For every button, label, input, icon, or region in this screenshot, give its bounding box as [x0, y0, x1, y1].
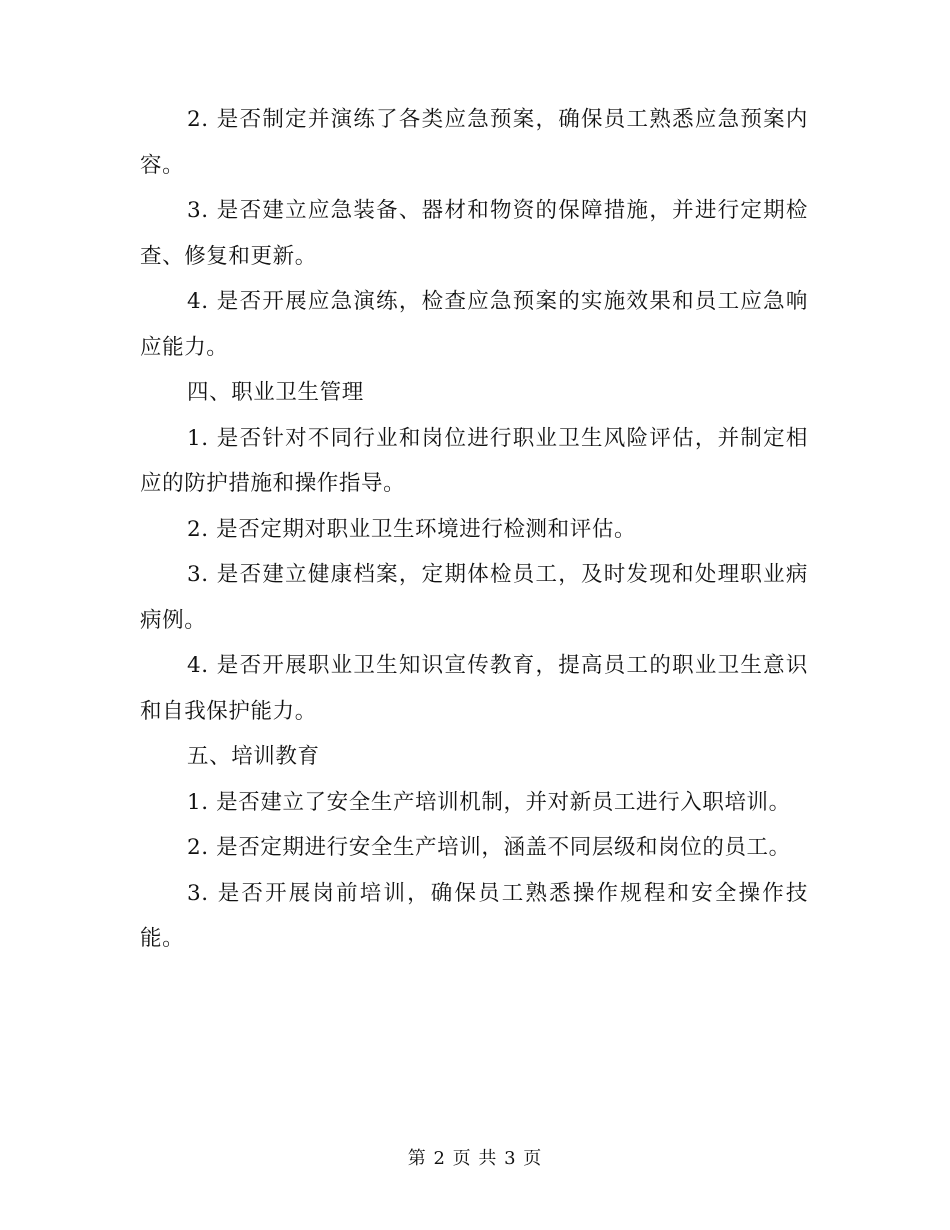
paragraph-pre-job-training: 3. 是否开展岗前培训，确保员工熟悉操作规程和安全操作技能。	[140, 880, 808, 951]
paragraph-health-education: 4. 是否开展职业卫生知识宣传教育，提高员工的职业卫生意识和自我保护能力。	[140, 653, 808, 724]
paragraph-emergency-drill: 4. 是否开展应急演练，检查应急预案的实施效果和员工应急响应能力。	[140, 289, 808, 360]
page-number-footer: 第 2 页 共 3 页	[407, 1148, 543, 1169]
document-body	[140, 97, 808, 962]
paragraph-emergency-plan: 2. 是否制定并演练了各类应急预案，确保员工熟悉应急预案内容。	[140, 107, 808, 178]
paragraph-emergency-equipment: 3. 是否建立应急装备、器材和物资的保障措施，并进行定期检查、修复和更新。	[140, 198, 808, 269]
paragraph-training-mechanism: 1. 是否建立了安全生产培训机制，并对新员工进行入职培训。	[187, 789, 791, 815]
section-heading-occupational-health: 四、职业卫生管理	[187, 380, 364, 405]
section-heading-training: 五、培训教育	[187, 744, 320, 769]
paragraph-health-records: 3. 是否建立健康档案，定期体检员工，及时发现和处理职业病病例。	[140, 562, 808, 633]
paragraph-risk-assessment: 1. 是否针对不同行业和岗位进行职业卫生风险评估，并制定相应的防护措施和操作指导。	[140, 425, 808, 496]
paragraph-periodic-training: 2. 是否定期进行安全生产培训，涵盖不同层级和岗位的员工。	[187, 835, 791, 860]
paragraph-environment-testing: 2. 是否定期对职业卫生环境进行检测和评估。	[187, 516, 637, 542]
